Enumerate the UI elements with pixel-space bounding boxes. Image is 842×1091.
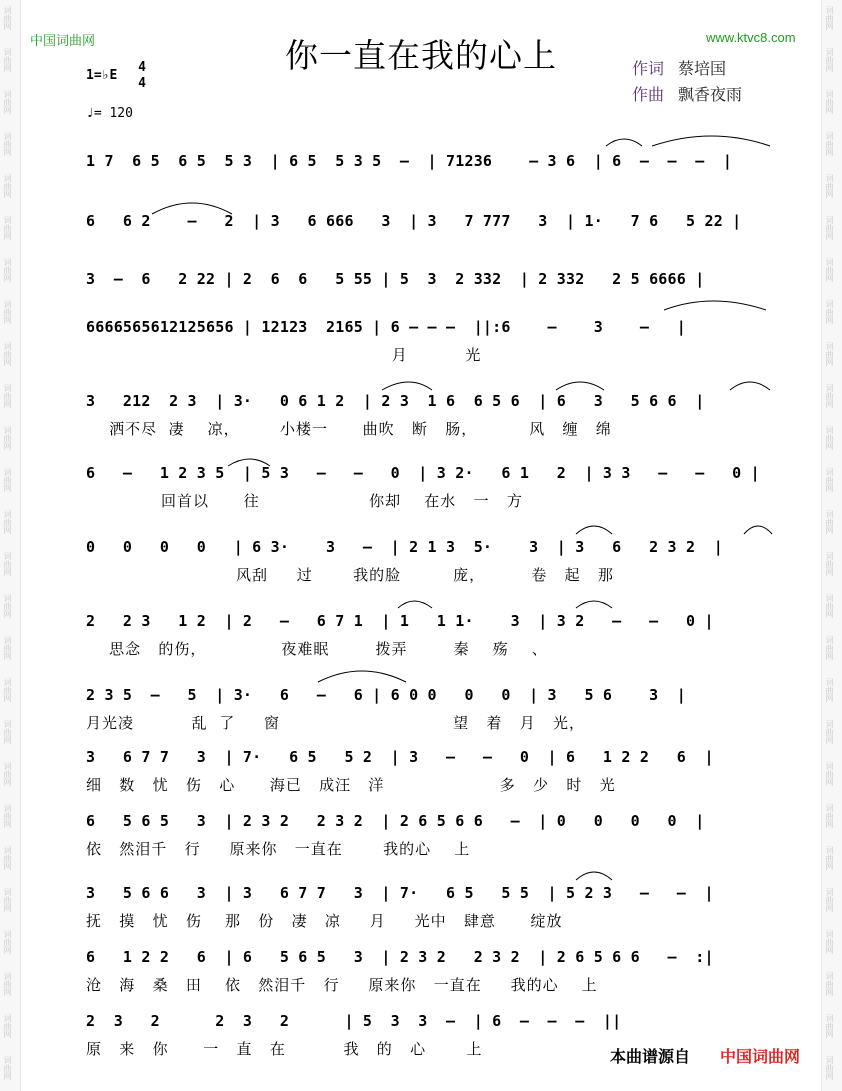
watermark-text: 词曲网 bbox=[3, 468, 12, 492]
watermark-text: 词曲网 bbox=[825, 846, 834, 870]
watermark-text: 词曲网 bbox=[3, 384, 12, 408]
watermark-text: 词曲网 bbox=[825, 636, 834, 660]
slur bbox=[576, 872, 612, 880]
site-url-right[interactable]: www.ktvc8.com bbox=[706, 30, 796, 45]
note-row: 2 3 2 2 3 2 | 5 3 3 – | 6 – – – || bbox=[86, 1012, 622, 1030]
lyric-row: 抚 摸 忧 伤 那 份 凄 凉 月 光中 肆意 绽放 bbox=[86, 912, 563, 930]
watermark-text: 词曲网 bbox=[3, 90, 12, 114]
note-row: 1 7 6 5 6 5 5 3 | 6 5 5 3 5 – | 71236 – 3 6 | 6 – – – | bbox=[86, 152, 733, 170]
watermark-text: 词曲网 bbox=[825, 930, 834, 954]
note-row: 2 3 5 – 5 | 3· 6 – 6 | 6 0 0 0 0 | 3 5 6 3 | bbox=[86, 686, 686, 704]
watermark-text: 词曲网 bbox=[825, 342, 834, 366]
note-row: 0 0 0 0 | 6 3· 3 – | 2 1 3 5· 3 | 3 6 2 3 2 | bbox=[86, 538, 723, 556]
watermark-text: 词曲网 bbox=[825, 972, 834, 996]
lyric-row: 细 数 忧 伤 心 海已 成汪 洋 多 少 时 光 bbox=[86, 776, 616, 794]
note-row: 3 – 6 2 22 | 2 6 6 5 55 | 5 3 2 332 | 2 332 2 5 6666 | bbox=[86, 270, 705, 288]
lyric-row: 月光凌 乱 了 窗 望 着 月 光， bbox=[86, 714, 586, 732]
composer-label: 作曲 bbox=[632, 85, 665, 104]
watermark-text: 词曲网 bbox=[3, 552, 12, 576]
watermark-text: 词曲网 bbox=[825, 678, 834, 702]
watermark-text: 词曲网 bbox=[3, 930, 12, 954]
watermark-text: 词曲网 bbox=[825, 426, 834, 450]
watermark-text: 词曲网 bbox=[825, 384, 834, 408]
watermark-text: 词曲网 bbox=[825, 48, 834, 72]
lyric-row: 回首以 往 你却 在水 一 方 bbox=[86, 492, 523, 510]
watermark-text: 词曲网 bbox=[825, 594, 834, 618]
watermark-text: 词曲网 bbox=[3, 426, 12, 450]
watermark-text: 词曲网 bbox=[3, 1014, 12, 1038]
footer-source-site[interactable]: 中国词曲网 bbox=[720, 1047, 801, 1066]
slur bbox=[398, 601, 432, 608]
watermark-text: 词曲网 bbox=[825, 804, 834, 828]
watermark-text: 词曲网 bbox=[825, 762, 834, 786]
lyric-row: 月 光 bbox=[86, 346, 482, 364]
watermark-text: 词曲网 bbox=[3, 6, 12, 30]
note-row: 6 6 2 – 2 | 3 6 666 3 | 3 7 777 3 | 1· 7 6 5 22 | bbox=[86, 212, 742, 230]
song-title: 你一直在我的心上 bbox=[285, 36, 557, 75]
watermark-text: 词曲网 bbox=[825, 258, 834, 282]
note-row: 6666565612125656 | 12123 2165 | 6 – – – ||:6 – 3 – | bbox=[86, 318, 686, 336]
watermark-text: 词曲网 bbox=[3, 888, 12, 912]
watermark-text: 词曲网 bbox=[825, 552, 834, 576]
watermark-text: 词曲网 bbox=[3, 174, 12, 198]
slur bbox=[664, 301, 766, 310]
slur bbox=[228, 459, 270, 466]
lyricist-label: 作词 bbox=[632, 59, 665, 78]
slur bbox=[382, 382, 432, 390]
watermark-text: 词曲网 bbox=[3, 846, 12, 870]
watermark-text: 词曲网 bbox=[825, 132, 834, 156]
watermark-text: 词曲网 bbox=[825, 300, 834, 324]
watermark-text: 词曲网 bbox=[3, 720, 12, 744]
watermark-text: 词曲网 bbox=[825, 1056, 834, 1080]
lyric-row: 思念 的伤， 夜难眠 拨弄 秦 殇 、 bbox=[86, 640, 548, 658]
note-row: 6 5 6 5 3 | 2 3 2 2 3 2 | 2 6 5 6 6 – | 0 0 0 0 | bbox=[86, 812, 705, 830]
lyric-row: 洒不尽 凄 凉， 小楼一 曲吹 断 肠， 风 缠 绵 bbox=[86, 420, 612, 438]
watermark-text: 词曲网 bbox=[825, 468, 834, 492]
watermark-text: 词曲网 bbox=[825, 1014, 834, 1038]
time-top: 4 bbox=[138, 60, 146, 75]
slur bbox=[152, 203, 232, 214]
watermark-text: 词曲网 bbox=[825, 720, 834, 744]
lyric-row: 依 然泪千 行 原来你 一直在 我的心 上 bbox=[86, 840, 471, 858]
watermark-text: 词曲网 bbox=[3, 300, 12, 324]
slur bbox=[652, 136, 770, 146]
watermark-text: 词曲网 bbox=[3, 1056, 12, 1080]
watermark-text: 词曲网 bbox=[3, 132, 12, 156]
note-row: 3 6 7 7 3 | 7· 6 5 5 2 | 3 – – 0 | 6 1 2 2 6 | bbox=[86, 748, 714, 766]
slur bbox=[730, 382, 770, 390]
slur bbox=[606, 139, 642, 146]
lyricist-name: 蔡培国 bbox=[678, 59, 727, 78]
watermark-text: 词曲网 bbox=[825, 888, 834, 912]
watermark-text: 词曲网 bbox=[825, 510, 834, 534]
watermark-text: 词曲网 bbox=[825, 6, 834, 30]
watermark-text: 词曲网 bbox=[3, 762, 12, 786]
watermark-text: 词曲网 bbox=[825, 216, 834, 240]
footer-source-label: 本曲谱源自 bbox=[610, 1047, 691, 1066]
watermark-text: 词曲网 bbox=[3, 972, 12, 996]
lyric-row: 风刮 过 我的脸 庞， 卷 起 那 bbox=[86, 566, 614, 584]
note-row: 3 212 2 3 | 3· 0 6 1 2 | 2 3 1 6 6 5 6 | 6 3 5 6 6 | bbox=[86, 392, 705, 410]
watermark-text: 词曲网 bbox=[3, 258, 12, 282]
watermark-text: 词曲网 bbox=[3, 636, 12, 660]
note-row: 6 – 1 2 3 5 | 5 3 – – 0 | 3 2· 6 1 2 | 3 3 – – 0 | bbox=[86, 464, 760, 482]
slur bbox=[318, 671, 406, 682]
lyric-row: 原 来 你 一 直 在 我 的 心 上 bbox=[86, 1040, 483, 1058]
slur bbox=[556, 382, 604, 390]
key-signature: 1=♭E bbox=[86, 68, 118, 83]
watermark-text: 词曲网 bbox=[3, 342, 12, 366]
watermark-text: 词曲网 bbox=[3, 678, 12, 702]
slur bbox=[576, 526, 612, 534]
note-row: 2 2 3 1 2 | 2 – 6 7 1 | 1 1 1· 3 | 3 2 – – 0 | bbox=[86, 612, 714, 630]
note-row: 6 1 2 2 6 | 6 5 6 5 3 | 2 3 2 2 3 2 | 2 6 5 6 6 – :| bbox=[86, 948, 714, 966]
tempo-mark: ♩= 120 bbox=[86, 106, 133, 121]
watermark-text: 词曲网 bbox=[3, 510, 12, 534]
watermark-text: 词曲网 bbox=[3, 594, 12, 618]
slur bbox=[744, 526, 772, 534]
lyric-row: 沧 海 桑 田 依 然泪千 行 原来你 一直在 我的心 上 bbox=[86, 976, 598, 994]
watermark-text: 词曲网 bbox=[3, 804, 12, 828]
watermark-text: 词曲网 bbox=[825, 174, 834, 198]
time-bottom: 4 bbox=[138, 76, 146, 91]
slur bbox=[576, 601, 612, 608]
watermark-text: 词曲网 bbox=[825, 90, 834, 114]
note-row: 3 5 6 6 3 | 3 6 7 7 3 | 7· 6 5 5 5 | 5 2 3 – – | bbox=[86, 884, 714, 902]
composer-name: 飘香夜雨 bbox=[678, 85, 743, 104]
watermark-text: 词曲网 bbox=[3, 48, 12, 72]
site-logo-left[interactable]: 中国词曲网 bbox=[30, 33, 96, 48]
watermark-text: 词曲网 bbox=[3, 216, 12, 240]
